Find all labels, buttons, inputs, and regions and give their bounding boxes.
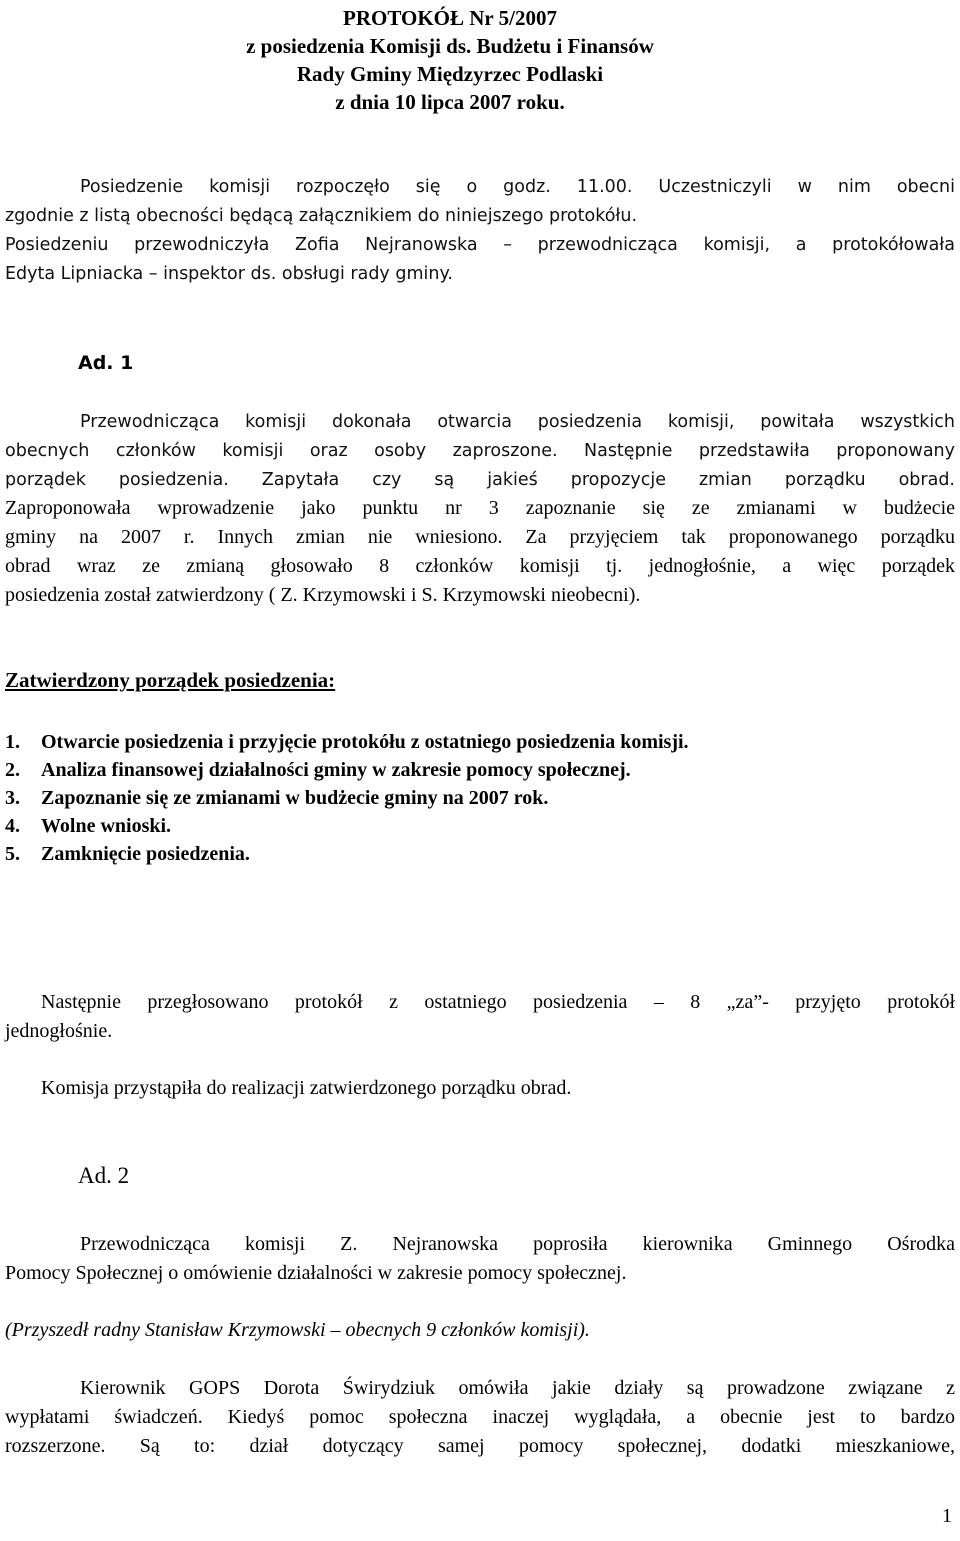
ad1-line-4: Zaproponowała wprowadzenie jako punktu nr 3 zapoznanie się ze zmianami w budżecie [5, 497, 955, 519]
vote-line-2: jednogłośnie. [5, 1020, 113, 1042]
title-line-4: z dnia 10 lipca 2007 roku. [335, 90, 565, 114]
ad1-line-1: Przewodnicząca komisji dokonała otwarcia posiedzenia komisji, powitała wszystkich [80, 412, 955, 432]
ad2-heading: Ad. 2 [78, 1163, 130, 1188]
vote-paragraph [5, 988, 955, 1046]
ad2-note: (Przyszedł radny Stanisław Krzymowski – obecnych 9 członków komisji). [5, 1319, 590, 1341]
ad2-gops-line-3: rozszerzone. Są to: dział dotyczący samej pomocy społecznej, dodatki mieszkaniowe, [5, 1435, 955, 1457]
ad1-line-3: porządek posiedzenia. Zapytała czy są jakieś propozycje zmian porządku obrad. [5, 470, 955, 490]
ad1-line-6: obrad wraz ze zmianą głosowało 8 członków komisji tj. jednogłośnie, a więc porządek [5, 555, 955, 577]
ad1-paragraph [5, 408, 955, 495]
ad2-gops-paragraph [5, 1374, 955, 1461]
intro-line-3: Posiedzeniu przewodniczyła Zofia Nejranowska – przewodnicząca komisji, a protokółowała [5, 235, 955, 255]
agenda-item: 3. Zapoznanie się ze zmianami w budżecie gminy na 2007 rok. [5, 787, 549, 809]
ad2-gops-line-2: wypłatami świadczeń. Kiedyś pomoc społeczna inaczej wyglądała, a obecnie jest to bardzo [5, 1406, 955, 1428]
title-line-1: PROTOKÓŁ Nr 5/2007 [343, 6, 557, 30]
intro-line-4: Edyta Lipniacka – inspektor ds. obsługi rady gminy. [5, 264, 453, 284]
agenda-item: 1. Otwarcie posiedzenia i przyjęcie protokółu z ostatniego posiedzenia komisji. [5, 731, 689, 753]
agenda-item: 2. Analiza finansowej działalności gminy w zakresie pomocy społecznej. [5, 759, 631, 781]
intro-line-1: Posiedzenie komisji rozpoczęło się o godz. 11.00. Uczestniczyli w nim obecni [80, 177, 955, 197]
realization-text: Komisja przystąpiła do realizacji zatwierdzonego porządku obrad. [41, 1077, 572, 1099]
title-line-3: Rady Gminy Międzyrzec Podlaski [296, 62, 604, 86]
agenda-item: 4. Wolne wnioski. [5, 815, 172, 837]
ad1-line-5: gminy na 2007 r. Innych zmian nie wniesiono. Za przyjęciem tak proponowanego porządku [5, 526, 955, 548]
agenda-item: 5. Zamknięcie posiedzenia. [5, 843, 250, 865]
ad1-line-2: obecnych członków komisji oraz osoby zaproszone. Następnie przedstawiła proponowany [5, 441, 955, 461]
ad2-line-1: Przewodnicząca komisji Z. Nejranowska poprosiła kierownika Gminnego Ośrodka [80, 1233, 955, 1255]
ad2-line-2: Pomocy Społecznej o omówienie działalności w zakresie pomocy społecznej. [5, 1262, 627, 1284]
agenda-list [5, 728, 689, 868]
ad1-paragraph-cont [5, 494, 955, 610]
ad1-heading: Ad. 1 [78, 352, 134, 374]
ad1-line-7: posiedzenia został zatwierdzony ( Z. Krzymowski i S. Krzymowski nieobecni). [5, 584, 641, 606]
agenda-heading: Zatwierdzony porządek posiedzenia: [5, 668, 336, 692]
title-line-2: z posiedzenia Komisji ds. Budżetu i Finansów [246, 34, 654, 58]
document-title [0, 4, 960, 116]
page-number: 1 [942, 1505, 952, 1527]
intro-line-2: zgodnie z listą obecności będącą załącznikiem do niniejszego protokółu. [5, 206, 638, 226]
ad2-paragraph [5, 1230, 955, 1288]
vote-line-1: Następnie przegłosowano protokół z ostatniego posiedzenia – 8 „za”- przyjęto protokół [41, 991, 955, 1013]
intro-paragraph [5, 173, 955, 289]
ad2-gops-line-1: Kierownik GOPS Dorota Świrydziuk omówiła jakie działy są prowadzone związane z [80, 1377, 955, 1399]
